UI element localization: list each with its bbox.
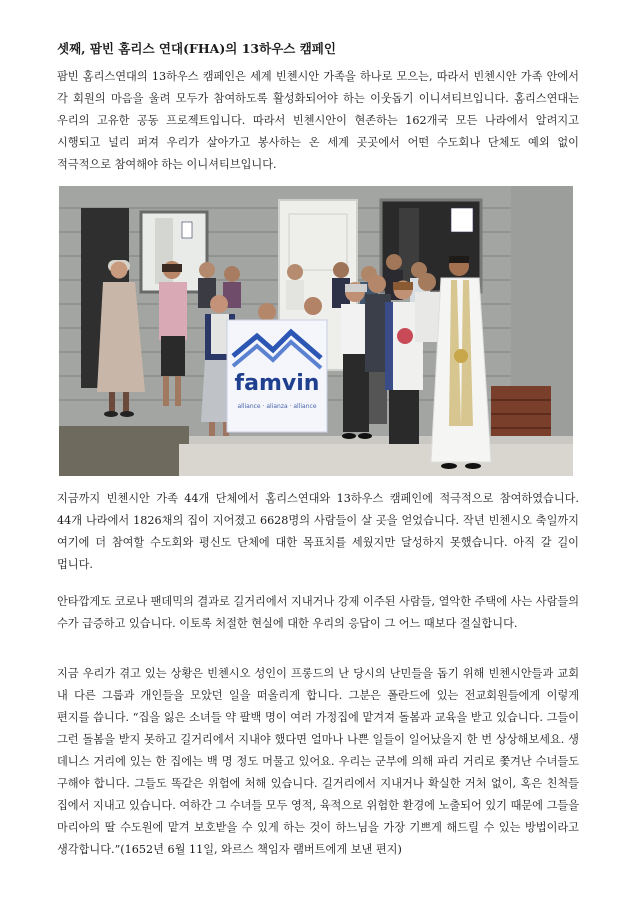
paragraph-progress: 지금까지 빈첸시안 가족 44개 단체에서 홈리스연대와 13하우스 캠페인에 적극적으로 참여하였습니다. 44개 나라에서 1826채의 집이 지어졌고 6628명의 사람들이 살 곳을 얻었습니다. 작년 빈첸시오 축일까지 여기에 더 참여할 수도회와 평신도 단체에 대한 목표치를 세웠지만 달성하지 못했습니다. 아직 갈 길이 멉니다. xyxy=(57,492,579,571)
banner-tagline: alliance · alianza · alliance xyxy=(237,403,317,410)
paragraph-pandemic: 안타깝게도 코로나 팬데믹의 결과로 길거리에서 지내거나 강제 이주된 사람들, 열악한 주택에 사는 사람들의 수가 급증하고 있습니다. 이토록 처절한 현실에 대한 우리의 응답이 그 어느 때보다 절실합니다. xyxy=(57,595,579,630)
banner-text: famvin xyxy=(234,371,320,396)
famvin-banner xyxy=(227,320,327,432)
group-photo xyxy=(59,186,573,476)
paragraph-intro: 팜빈 홈리스연대의 13하우스 캠페인은 세계 빈첸시안 가족을 하나로 모으는, 따라서 빈첸시안 가족 안에서 각 회원의 마음을 울려 모두가 참여하도록 활성화되어야 하는 이웃돕기 이니셔티브입니다. 홈리스연대는 우리의 고유한 공동 프로젝트입니다. 따라서 빈첸시안이 현존하는 162개국 모든 나라에서 알려지고 시행되고 널리 퍼져 우리가 살아가고 봉사하는 온 세계 곳곳에서 어떤 수도회나 단체도 예외 없이 적극적으로 참여해야 하는 이니셔티브입니다. xyxy=(57,70,579,171)
section-heading: 셋째, 팜빈 홈리스 연대(FHA)의 13하우스 캠페인 xyxy=(57,41,336,56)
paragraph-history: 지금 우리가 겪고 있는 상황은 빈첸시오 성인이 프롱드의 난 당시의 난민들을 돕기 위해 빈첸시안들과 교회 내 다른 그룹과 개인들을 모았던 일을 떠올리게 합니다. 그분은 폴란드에 있는 전교회원들에게 이렇게 편지를 씁니다. “집을 잃은 소녀들 약 팔백 명이 여러 가정집에 맡겨져 돌봄과 교육을 받고 있습니다. 그들이 그런 돌봄을 받지 못하고 길거리에서 지내야 했다면 얼마나 나쁜 일들이 일어났을지 한 번 상상해보세요. 생 데니스 거리에 있는 한 집에는 백 명 정도 머물고 있어요. 우리는 군부에 의해 파리 거리로 쫓겨난 수녀들도 구해야 합니다. 그들도 똑같은 위험에 처해 있습니다. 길거리에서 지내거나 확실한 거처 없이, 혹은 친척들 집에서 지내고 있습니다. 여하간 그 수녀들 모두 영적, 육적으로 위험한 환경에 노출되어 있기 때문에 그들을 마리아의 딸 수도원에 맡겨 보호받을 수 있게 하는 것이 하느님을 가장 기쁘게 해드릴 수 있는 방법이라고 생각합니다.”(1652년 6월 11일, 와르스 책임자 램버트에게 보낸 편지) xyxy=(57,667,579,856)
